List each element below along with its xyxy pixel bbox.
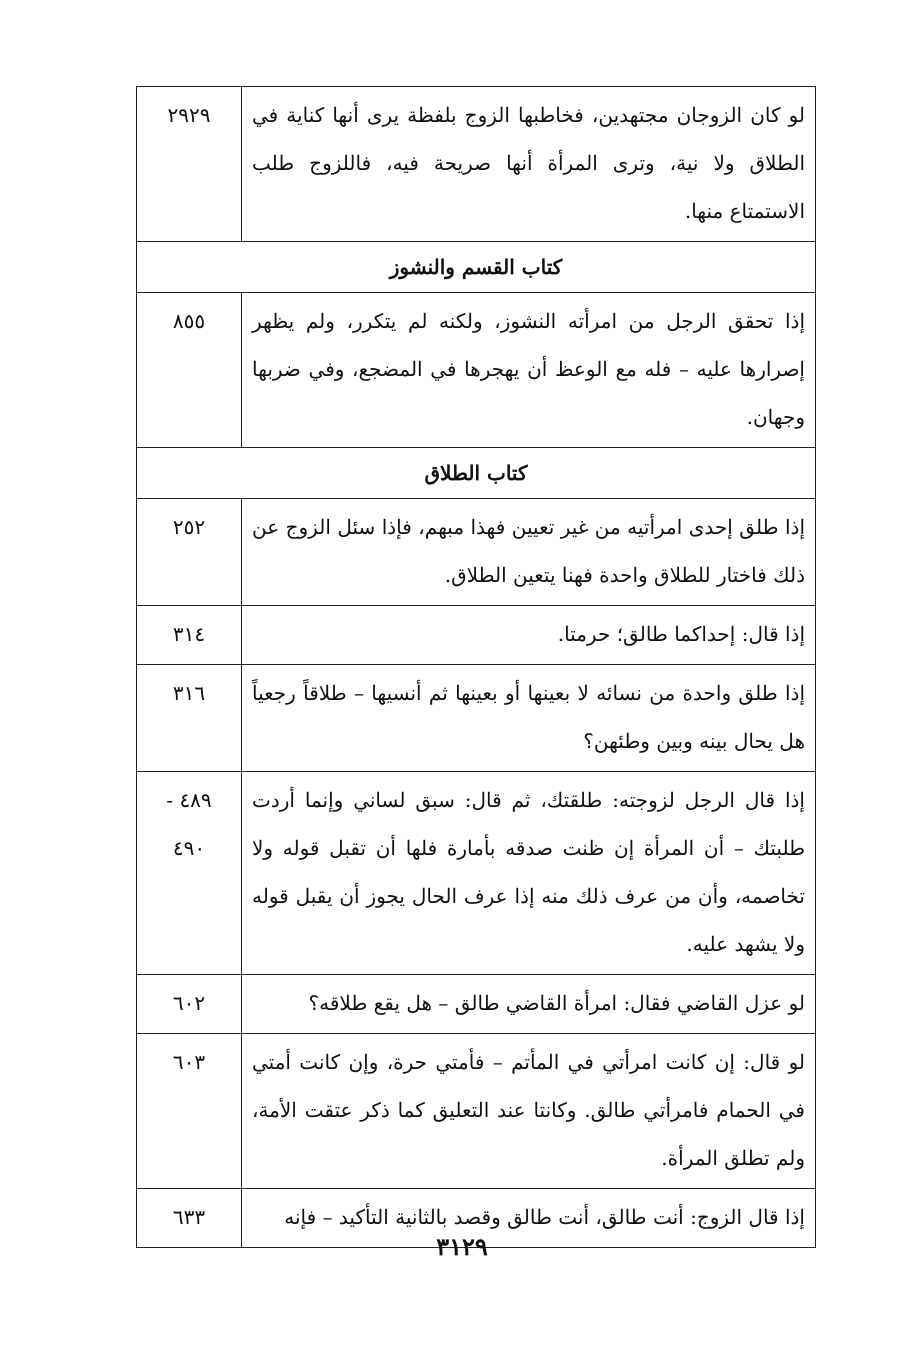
entry-text: إذا طلق واحدة من نسائه لا بعينها أو بعينها ثم أنسيها – طلاقاً رجعياً هل يحال بينه وبين وطئهن؟ (241, 665, 815, 771)
entry-text: إذا قال: إحداكما طالق؛ حرمتا. (241, 606, 815, 664)
table-row (137, 1034, 815, 1189)
table-row (137, 772, 815, 975)
section-heading-row (137, 448, 815, 499)
table-row (137, 87, 815, 242)
entry-page-ref: ٢٥٢ (172, 515, 206, 539)
entry-page-ref: ٣١٤ (172, 622, 206, 646)
entry-page-ref: ٤٨٩ - ٤٩٠ (166, 788, 212, 860)
index-table (136, 86, 816, 1248)
entry-text: إذا تحقق الرجل من امرأته النشوز، ولكنه لم يتكرر، ولم يظهر إصرارها عليه – فله مع الوعظ أن يهجرها في المضجع، وفي ضربها وجهان. (241, 293, 815, 447)
table-row (137, 293, 815, 448)
entry-text: إذا قال الزوج: أنت طالق، أنت طالق وقصد بالثانية التأكيد – فإنه (241, 1189, 815, 1247)
entry-text: لو قال: إن كانت امرأتي في المأتم – فأمتي حرة، وإن كانت أمتي في الحمام فامرأتي طالق. وكانتا عند التعليق كما ذكر عتقت الأمة، ولم تطلق المرأة. (241, 1034, 815, 1188)
section-heading: كتاب القسم والنشوز (389, 255, 563, 279)
entry-text: لو عزل القاضي فقال: امرأة القاضي طالق – هل يقع طلاقه؟ (241, 975, 815, 1033)
entry-page-ref: ٦٠٣ (172, 1050, 206, 1074)
entry-page-ref: ٨٥٥ (172, 309, 206, 333)
table-row (137, 665, 815, 772)
page-number: ٣١٢٩ (436, 1232, 488, 1261)
table-row (137, 975, 815, 1034)
section-heading-row (137, 242, 815, 293)
section-heading: كتاب الطلاق (424, 461, 528, 485)
entry-page-ref: ٦٣٣ (172, 1205, 206, 1229)
entry-page-ref: ٢٩٢٩ (167, 103, 211, 127)
entry-text: لو كان الزوجان مجتهدين، فخاطبها الزوج بلفظة يرى أنها كناية في الطلاق ولا نية، وترى المرأة أنها صريحة فيه، فاللزوج طلب الاستمتاع منها. (241, 87, 815, 241)
entry-text: إذا قال الرجل لزوجته: طلقتك، ثم قال: سبق لساني وإنما أردت طلبتك – أن المرأة إن ظنت صدقه بأمارة فلها أن تقبل قوله ولا تخاصمه، وأن من عرف ذلك منه إذا عرف الحال يجوز أن يقبل قوله ولا يشهد عليه. (241, 772, 815, 974)
table-row (137, 499, 815, 606)
entry-page-ref: ٦٠٢ (172, 991, 206, 1015)
table-row (137, 606, 815, 665)
entry-text: إذا طلق إحدى امرأتيه من غير تعيين فهذا مبهم، فإذا سئل الزوج عن ذلك فاختار للطلاق واحدة فهنا يتعين الطلاق. (241, 499, 815, 605)
entry-page-ref: ٣١٦ (172, 681, 206, 705)
